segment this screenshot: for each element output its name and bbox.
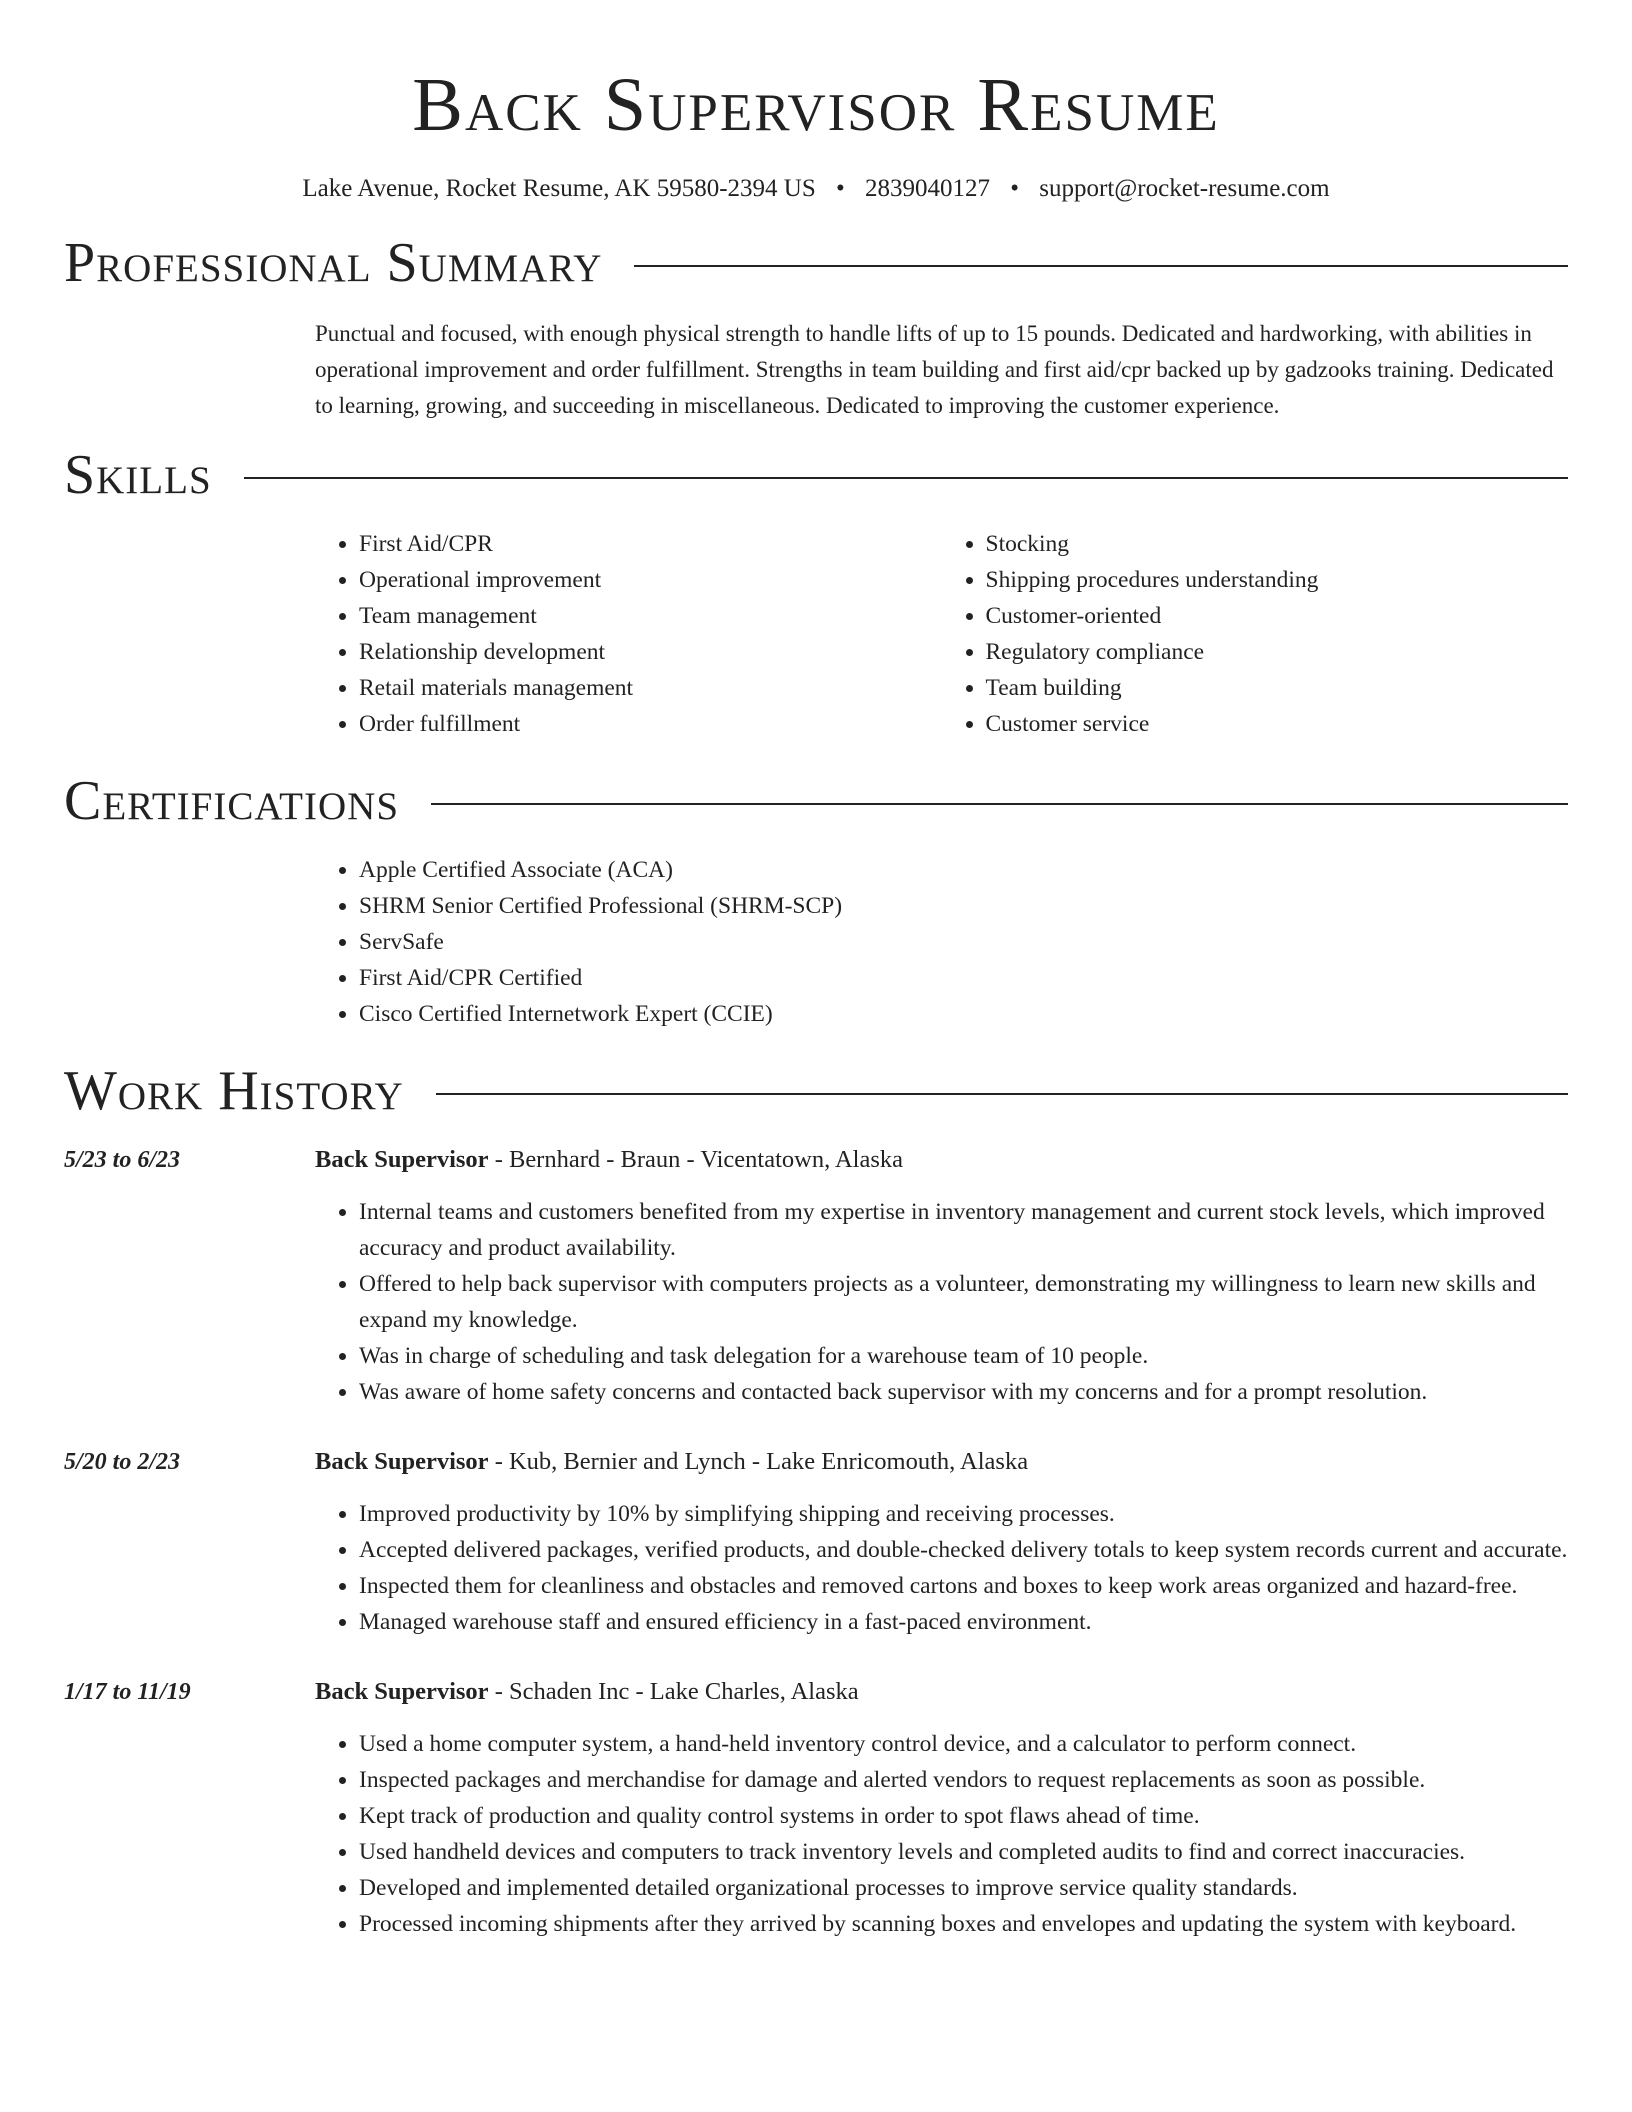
work-heading: Work History <box>64 1060 404 1122</box>
work-header <box>64 1060 1568 1122</box>
job-bullet: • Inspected packages and merchandise for damage and alerted vendors to request replacements as soon as possible. <box>359 1762 1568 1798</box>
job-bullet: • Managed warehouse staff and ensured efficiency in a fast-paced environment. <box>359 1604 1568 1640</box>
certification-item: • Cisco Certified Internetwork Expert (CCIE) <box>359 996 1568 1032</box>
contact-address: Lake Avenue, Rocket Resume, AK 59580-2394 US <box>302 175 816 202</box>
skills-section <box>64 444 1568 742</box>
job-entry <box>64 1444 1568 1640</box>
resume-page <box>64 0 1568 1942</box>
skill-item: • Shipping procedures understanding <box>986 562 1569 598</box>
skill-item: • Regulatory compliance <box>986 634 1569 670</box>
section-divider <box>436 1093 1568 1095</box>
skill-item: • Retail materials management <box>359 670 942 706</box>
skill-item: • Operational improvement <box>359 562 942 598</box>
skills-heading: Skills <box>64 444 212 506</box>
job-dates: 5/20 to 2/23 <box>64 1449 181 1475</box>
job-dates: 5/23 to 6/23 <box>64 1147 181 1173</box>
section-divider <box>244 477 1568 479</box>
skills-list-left <box>315 526 942 742</box>
certifications-heading: Certifications <box>64 770 400 832</box>
job-bullet: • Internal teams and customers benefited from my expertise in inventory management and current stock levels, which improved accuracy and product availability. <box>359 1194 1568 1266</box>
resume-title: Back Supervisor Resume <box>412 63 1220 147</box>
job-bullet: • Offered to help back supervisor with computers projects as a volunteer, demonstrating my willingness to learn new skills and expand my knowledge. <box>359 1266 1568 1338</box>
job-body <box>315 1674 1568 1942</box>
skills-header <box>64 444 1568 506</box>
job-bullet: • Improved productivity by 10% by simplifying shipping and receiving processes. <box>359 1496 1568 1532</box>
certifications-section <box>64 770 1568 1032</box>
certifications-header <box>64 770 1568 832</box>
contact-separator: • <box>836 175 845 202</box>
job-bullet: • Used a home computer system, a hand-held inventory control device, and a calculator to perform connect. <box>359 1726 1568 1762</box>
summary-section <box>64 232 1568 424</box>
job-role: Back Supervisor <box>315 1678 489 1705</box>
job-header <box>315 1142 1568 1178</box>
summary-text: Punctual and focused, with enough physical strength to handle lifts of up to 15 pounds. Dedicated and hardworking, with abilities in operational improvement and order fulfillment. Strengths in team building and first aid/cpr backed up by gadzooks training. Dedicated to learning, growing, and succeeding in miscellaneous. Dedicated to improving the customer experience. <box>315 321 1554 418</box>
job-entry <box>64 1142 1568 1410</box>
job-body <box>315 1142 1568 1410</box>
section-divider <box>634 265 1568 267</box>
skill-item: • Relationship development <box>359 634 942 670</box>
job-bullets <box>315 1194 1568 1410</box>
skills-content <box>315 526 1568 742</box>
certification-item: • First Aid/CPR Certified <box>359 960 1568 996</box>
job-bullets <box>315 1496 1568 1640</box>
skills-list-right <box>942 526 1569 742</box>
section-divider <box>431 803 1568 805</box>
contact-phone: 2839040127 <box>865 175 991 202</box>
job-bullets <box>315 1726 1568 1942</box>
job-details: - Kub, Bernier and Lynch - Lake Enricomouth, Alaska <box>488 1448 1029 1475</box>
job-body <box>315 1444 1568 1640</box>
job-bullet: • Was aware of home safety concerns and contacted back supervisor with my concerns and for a prompt resolution. <box>359 1374 1568 1410</box>
contact-separator: • <box>1010 175 1020 202</box>
job-bullet: • Used handheld devices and computers to track inventory levels and completed audits to find and correct inaccuracies. <box>359 1834 1568 1870</box>
work-section <box>64 1060 1568 1942</box>
certification-item: • SHRM Senior Certified Professional (SHRM-SCP) <box>359 888 1568 924</box>
skill-item: • Customer-oriented <box>986 598 1569 634</box>
certifications-list <box>315 852 1568 1032</box>
skill-item: • Order fulfillment <box>359 706 942 742</box>
contact-line <box>64 172 1568 206</box>
job-bullet: • Processed incoming shipments after they arrived by scanning boxes and envelopes and updating the system with keyboard. <box>359 1906 1568 1942</box>
job-details: - Bernhard - Braun - Vicentatown, Alaska <box>488 1146 904 1173</box>
job-details: - Schaden Inc - Lake Charles, Alaska <box>488 1678 859 1705</box>
job-role: Back Supervisor <box>315 1146 489 1173</box>
job-dates: 1/17 to 11/19 <box>64 1679 191 1705</box>
certifications-content <box>315 852 1568 1032</box>
job-bullet: • Accepted delivered packages, verified products, and double-checked delivery totals to keep system records current and accurate. <box>359 1532 1568 1568</box>
skill-item: • First Aid/CPR <box>359 526 942 562</box>
certification-item: • ServSafe <box>359 924 1568 960</box>
contact-email: support@rocket-resume.com <box>1039 175 1330 202</box>
skill-item: • Customer service <box>986 706 1569 742</box>
skill-item: • Team building <box>986 670 1569 706</box>
certification-item: • Apple Certified Associate (ACA) <box>359 852 1568 888</box>
skill-item: • Stocking <box>986 526 1569 562</box>
job-header <box>315 1444 1568 1480</box>
summary-content <box>315 316 1568 424</box>
job-bullet: • Inspected them for cleanliness and obstacles and removed cartons and boxes to keep work areas organized and hazard-free. <box>359 1568 1568 1604</box>
job-bullet: • Was in charge of scheduling and task delegation for a warehouse team of 10 people. <box>359 1338 1568 1374</box>
job-role: Back Supervisor <box>315 1448 489 1475</box>
job-bullet: • Kept track of production and quality control systems in order to spot flaws ahead of time. <box>359 1798 1568 1834</box>
job-entry <box>64 1674 1568 1942</box>
summary-heading: Professional Summary <box>64 232 603 294</box>
summary-header <box>64 232 1568 294</box>
job-bullet: • Developed and implemented detailed organizational processes to improve service quality standards. <box>359 1870 1568 1906</box>
job-header <box>315 1674 1568 1710</box>
skill-item: • Team management <box>359 598 942 634</box>
